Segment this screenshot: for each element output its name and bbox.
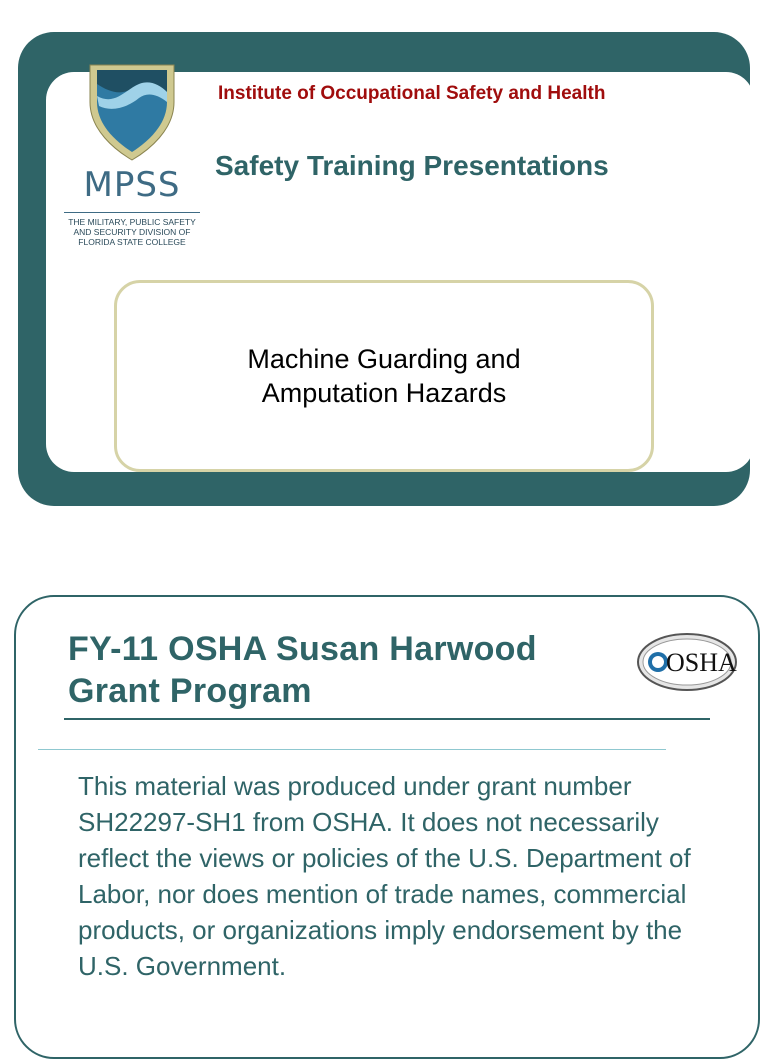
grant-program-title: FY-11 OSHA Susan Harwood Grant Program xyxy=(68,630,537,710)
shield-icon xyxy=(87,62,177,162)
mpss-logo xyxy=(64,62,200,262)
deck-title: Safety Training Presentations xyxy=(215,150,609,181)
logo-subtitle: THE MILITARY, PUBLIC SAFETY AND SECURITY DIVISION OF FLORIDA STATE COLLEGE xyxy=(68,217,196,247)
logo-divider xyxy=(64,212,200,213)
topic-title: Machine Guarding and Amputation Hazards xyxy=(247,344,521,408)
logo-wordmark: MPSS xyxy=(83,165,181,205)
institute-name: Institute of Occupational Safety and Health xyxy=(218,83,606,104)
disclaimer-text: This material was produced under grant number SH22297-SH1 from OSHA. It does not necessarily reflect the views or policies of the U.S. Department of Labor, nor does mention of trade names, commercial products, or organizations imply endorsement by the U.S. Government. xyxy=(78,771,691,981)
osha-logo xyxy=(636,632,738,692)
accent-divider xyxy=(38,749,666,750)
osha-logo-text: OSHA xyxy=(666,648,737,677)
title-divider xyxy=(64,718,710,720)
topic-box xyxy=(114,280,654,472)
